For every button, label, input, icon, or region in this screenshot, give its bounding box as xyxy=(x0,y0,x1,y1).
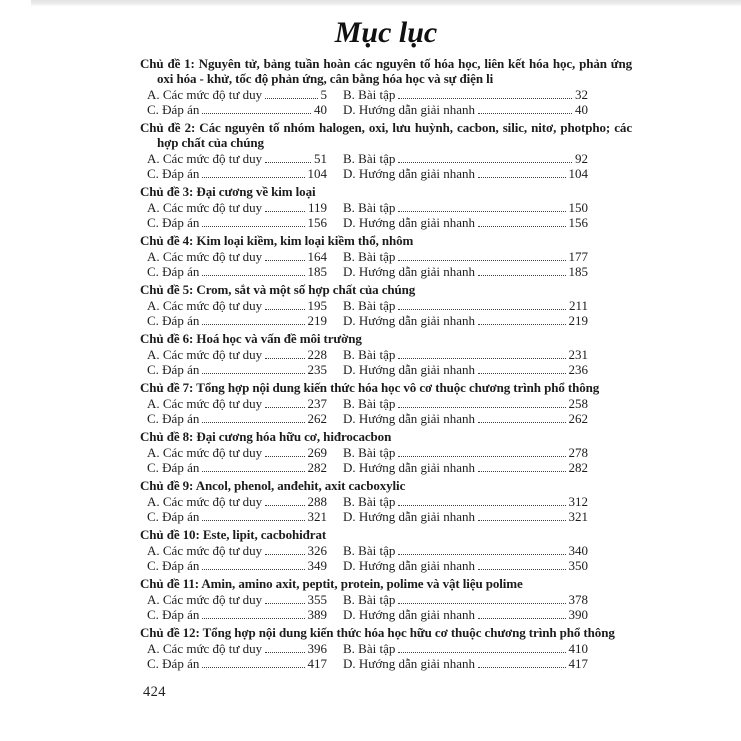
dot-leader xyxy=(398,358,565,359)
dot-leader xyxy=(202,667,304,668)
toc-entry-c xyxy=(147,264,327,279)
entry-row xyxy=(147,298,632,313)
dot-leader xyxy=(478,113,572,114)
entry-page-number: 195 xyxy=(307,298,327,313)
toc-entry-d xyxy=(343,264,588,279)
dot-leader xyxy=(202,422,304,423)
entry-row xyxy=(147,543,632,558)
toc-entry-b xyxy=(343,445,588,460)
dot-leader xyxy=(202,324,304,325)
dot-leader xyxy=(265,260,304,261)
dot-leader xyxy=(265,358,304,359)
toc-entry-b xyxy=(343,543,588,558)
section-entries xyxy=(147,347,632,377)
toc-entry-d xyxy=(343,411,588,426)
entry-page-number: 282 xyxy=(568,460,588,475)
entry-page-number: 40 xyxy=(575,102,588,117)
entry-page-number: 396 xyxy=(307,641,327,656)
entry-page-number: 321 xyxy=(307,509,327,524)
entry-page-number: 355 xyxy=(307,592,327,607)
entry-page-number: 150 xyxy=(568,200,588,215)
entry-label: B. Bài tập xyxy=(343,151,396,166)
entry-page-number: 219 xyxy=(307,313,327,328)
entry-label: A. Các mức độ tư duy xyxy=(147,641,263,656)
toc-entry-a xyxy=(147,494,327,509)
entry-row xyxy=(147,249,632,264)
footer-page-number: 424 xyxy=(143,684,166,700)
toc-entry-b xyxy=(343,347,588,362)
toc-entry-b xyxy=(343,396,588,411)
entry-row xyxy=(147,411,632,426)
entry-label: B. Bài tập xyxy=(343,543,396,558)
entry-label: C. Đáp án xyxy=(147,509,200,524)
entry-label: D. Hướng dẫn giải nhanh xyxy=(343,411,475,426)
toc-section xyxy=(140,576,632,622)
toc-entry-d xyxy=(343,460,588,475)
dot-leader xyxy=(398,162,572,163)
section-heading: Chủ đề 11: Amin, amino axit, peptit, protein, polime và vật liệu polime xyxy=(140,576,523,591)
toc-entry-a xyxy=(147,396,327,411)
section-entries xyxy=(147,396,632,426)
toc-entry-d xyxy=(343,313,588,328)
dot-leader xyxy=(478,226,566,227)
entry-label: A. Các mức độ tư duy xyxy=(147,396,263,411)
toc-section xyxy=(140,331,632,377)
entry-label: B. Bài tập xyxy=(343,347,396,362)
toc-entry-c xyxy=(147,166,327,181)
toc-entry-a xyxy=(147,347,327,362)
entry-page-number: 312 xyxy=(568,494,588,509)
section-entries xyxy=(147,87,632,117)
entry-row xyxy=(147,509,632,524)
dot-leader xyxy=(478,471,566,472)
dot-leader xyxy=(398,98,572,99)
dot-leader xyxy=(265,211,305,212)
toc-entry-a xyxy=(147,543,327,558)
toc-entry-c xyxy=(147,509,327,524)
toc-entry-c xyxy=(147,215,327,230)
entry-label: A. Các mức độ tư duy xyxy=(147,200,263,215)
toc-entry-c xyxy=(147,558,327,573)
entry-label: A. Các mức độ tư duy xyxy=(147,445,263,460)
toc-entry-d xyxy=(343,215,588,230)
toc-section xyxy=(140,478,632,524)
entry-row xyxy=(147,494,632,509)
section-heading: Chủ đề 4: Kim loại kiềm, kim loại kiềm thổ, nhôm xyxy=(140,233,414,248)
entry-page-number: 32 xyxy=(575,87,588,102)
entry-label: B. Bài tập xyxy=(343,641,396,656)
entry-page-number: 262 xyxy=(568,411,588,426)
toc-entry-a xyxy=(147,445,327,460)
entry-label: C. Đáp án xyxy=(147,656,200,671)
toc-entry-d xyxy=(343,656,588,671)
entry-page-number: 164 xyxy=(307,249,327,264)
entry-row xyxy=(147,460,632,475)
entry-label: C. Đáp án xyxy=(147,411,200,426)
entry-label: D. Hướng dẫn giải nhanh xyxy=(343,607,475,622)
entry-label: A. Các mức độ tư duy xyxy=(147,494,263,509)
dot-leader xyxy=(202,113,311,114)
section-entries xyxy=(147,249,632,279)
dot-leader xyxy=(202,618,304,619)
dot-leader xyxy=(398,260,565,261)
entry-page-number: 104 xyxy=(307,166,327,181)
dot-leader xyxy=(398,554,565,555)
entry-page-number: 389 xyxy=(307,607,327,622)
section-entries xyxy=(147,494,632,524)
dot-leader xyxy=(202,275,304,276)
entry-label: C. Đáp án xyxy=(147,558,200,573)
entry-page-number: 321 xyxy=(568,509,588,524)
entry-label: D. Hướng dẫn giải nhanh xyxy=(343,362,475,377)
entry-label: C. Đáp án xyxy=(147,264,200,279)
entry-page-number: 211 xyxy=(568,298,588,313)
entry-page-number: 340 xyxy=(568,543,588,558)
entry-page-number: 119 xyxy=(307,200,327,215)
entry-label: D. Hướng dẫn giải nhanh xyxy=(343,264,475,279)
dot-leader xyxy=(265,407,304,408)
toc-entry-a xyxy=(147,151,327,166)
entry-row xyxy=(147,641,632,656)
entry-page-number: 185 xyxy=(568,264,588,279)
entry-label: D. Hướng dẫn giải nhanh xyxy=(343,558,475,573)
toc-entry-b xyxy=(343,494,588,509)
toc-entry-c xyxy=(147,362,327,377)
dot-leader xyxy=(398,211,565,212)
toc-entry-c xyxy=(147,656,327,671)
toc-section xyxy=(140,429,632,475)
entry-page-number: 236 xyxy=(568,362,588,377)
entry-page-number: 350 xyxy=(568,558,588,573)
entry-page-number: 349 xyxy=(307,558,327,573)
entry-label: B. Bài tập xyxy=(343,445,396,460)
dot-leader xyxy=(265,603,304,604)
entry-page-number: 92 xyxy=(575,151,588,166)
dot-leader xyxy=(265,162,311,163)
section-heading: Chủ đề 6: Hoá học và vấn đề môi trường xyxy=(140,331,362,346)
entry-row xyxy=(147,87,632,102)
toc-entry-b xyxy=(343,200,588,215)
entry-row xyxy=(147,102,632,117)
entry-row xyxy=(147,656,632,671)
entry-page-number: 282 xyxy=(307,460,327,475)
toc-entry-a xyxy=(147,249,327,264)
toc-entry-b xyxy=(343,592,588,607)
dot-leader xyxy=(478,520,566,521)
toc-sections xyxy=(140,56,632,671)
section-entries xyxy=(147,445,632,475)
entry-label: D. Hướng dẫn giải nhanh xyxy=(343,313,475,328)
entry-row xyxy=(147,362,632,377)
entry-page-number: 262 xyxy=(307,411,327,426)
section-heading: Chủ đề 7: Tổng hợp nội dung kiến thức hóa học vô cơ thuộc chương trình phổ thông xyxy=(140,380,600,395)
page-title: Mục lục xyxy=(334,16,438,49)
dot-leader xyxy=(478,177,566,178)
toc-section xyxy=(140,282,632,328)
entry-label: D. Hướng dẫn giải nhanh xyxy=(343,460,475,475)
dot-leader xyxy=(202,520,304,521)
entry-row xyxy=(147,347,632,362)
entry-label: A. Các mức độ tư duy xyxy=(147,249,263,264)
entry-label: D. Hướng dẫn giải nhanh xyxy=(343,656,475,671)
entry-label: D. Hướng dẫn giải nhanh xyxy=(343,509,475,524)
entry-label: B. Bài tập xyxy=(343,592,396,607)
entry-label: B. Bài tập xyxy=(343,200,396,215)
toc-entry-a xyxy=(147,200,327,215)
section-heading: Chủ đề 2: Các nguyên tố nhóm halogen, oxi, lưu huỳnh, cacbon, silic, nitơ, photpho; các hợp chất của chúng xyxy=(140,120,632,150)
section-heading: Chủ đề 3: Đại cương về kim loại xyxy=(140,184,316,199)
toc-entry-b xyxy=(343,298,588,313)
entry-label: D. Hướng dẫn giải nhanh xyxy=(343,215,475,230)
entry-label: D. Hướng dẫn giải nhanh xyxy=(343,102,475,117)
toc-section xyxy=(140,527,632,573)
section-entries xyxy=(147,298,632,328)
dot-leader xyxy=(398,309,566,310)
dot-leader xyxy=(202,226,304,227)
entry-page-number: 326 xyxy=(307,543,327,558)
entry-label: C. Đáp án xyxy=(147,607,200,622)
entry-page-number: 410 xyxy=(568,641,588,656)
toc-entry-d xyxy=(343,102,588,117)
section-heading: Chủ đề 9: Ancol, phenol, anđehit, axit cacboxylic xyxy=(140,478,406,493)
dot-leader xyxy=(398,456,565,457)
entry-row xyxy=(147,313,632,328)
toc-section xyxy=(140,625,632,671)
entry-label: A. Các mức độ tư duy xyxy=(147,543,263,558)
dot-leader xyxy=(398,652,565,653)
entry-label: C. Đáp án xyxy=(147,313,200,328)
entry-row xyxy=(147,200,632,215)
entry-row xyxy=(147,558,632,573)
dot-leader xyxy=(202,569,304,570)
page-edge-shadow xyxy=(31,0,741,6)
entry-page-number: 288 xyxy=(307,494,327,509)
toc-entry-d xyxy=(343,362,588,377)
dot-leader xyxy=(265,309,304,310)
entry-page-number: 104 xyxy=(568,166,588,181)
dot-leader xyxy=(478,324,566,325)
entry-label: A. Các mức độ tư duy xyxy=(147,592,263,607)
dot-leader xyxy=(265,505,304,506)
entry-row xyxy=(147,607,632,622)
entry-label: C. Đáp án xyxy=(147,460,200,475)
entry-page-number: 51 xyxy=(314,151,327,166)
entry-page-number: 269 xyxy=(307,445,327,460)
toc-entry-c xyxy=(147,411,327,426)
toc-entry-a xyxy=(147,87,327,102)
entry-page-number: 177 xyxy=(568,249,588,264)
toc-entry-b xyxy=(343,151,588,166)
dot-leader xyxy=(478,275,566,276)
entry-page-number: 390 xyxy=(568,607,588,622)
dot-leader xyxy=(398,603,565,604)
entry-row xyxy=(147,396,632,411)
toc-entry-b xyxy=(343,249,588,264)
toc-entry-a xyxy=(147,592,327,607)
entry-page-number: 417 xyxy=(307,656,327,671)
dot-leader xyxy=(265,98,317,99)
toc-entry-a xyxy=(147,641,327,656)
toc-entry-b xyxy=(343,641,588,656)
entry-label: B. Bài tập xyxy=(343,298,396,313)
entry-page-number: 258 xyxy=(568,396,588,411)
toc-section xyxy=(140,120,632,181)
section-heading: Chủ đề 1: Nguyên tử, bảng tuần hoàn các nguyên tố hóa học, liên kết hóa học, phản ứng oxi hóa - khử, tốc độ phản ứng, cân bằng hóa học và sự điện li xyxy=(140,56,632,86)
toc-section xyxy=(140,233,632,279)
entry-page-number: 219 xyxy=(568,313,588,328)
entry-row xyxy=(147,166,632,181)
entry-page-number: 156 xyxy=(307,215,327,230)
entry-page-number: 156 xyxy=(568,215,588,230)
dot-leader xyxy=(478,618,566,619)
toc-entry-d xyxy=(343,607,588,622)
toc-section xyxy=(140,380,632,426)
entry-label: A. Các mức độ tư duy xyxy=(147,298,263,313)
entry-row xyxy=(147,264,632,279)
section-entries xyxy=(147,543,632,573)
dot-leader xyxy=(202,471,304,472)
entry-row xyxy=(147,215,632,230)
entry-page-number: 40 xyxy=(314,102,327,117)
entry-label: A. Các mức độ tư duy xyxy=(147,151,263,166)
section-heading: Chủ đề 10: Este, lipit, cacbohiđrat xyxy=(140,527,327,542)
dot-leader xyxy=(478,373,566,374)
section-entries xyxy=(147,641,632,671)
toc-entry-c xyxy=(147,607,327,622)
entry-row xyxy=(147,445,632,460)
entry-page-number: 228 xyxy=(307,347,327,362)
dot-leader xyxy=(202,373,304,374)
section-entries xyxy=(147,151,632,181)
toc-section xyxy=(140,184,632,230)
toc-entry-d xyxy=(343,558,588,573)
toc-entry-c xyxy=(147,460,327,475)
entry-label: A. Các mức độ tư duy xyxy=(147,87,263,102)
toc-content xyxy=(140,16,632,701)
dot-leader xyxy=(265,554,304,555)
entry-page-number: 378 xyxy=(568,592,588,607)
section-entries xyxy=(147,200,632,230)
section-heading: Chủ đề 5: Crom, sắt và một số hợp chất của chúng xyxy=(140,282,416,297)
entry-label: C. Đáp án xyxy=(147,215,200,230)
dot-leader xyxy=(265,652,304,653)
entry-page-number: 5 xyxy=(320,87,327,102)
entry-label: C. Đáp án xyxy=(147,362,200,377)
section-entries xyxy=(147,592,632,622)
dot-leader xyxy=(202,177,304,178)
toc-entry-b xyxy=(343,87,588,102)
toc-entry-d xyxy=(343,509,588,524)
entry-row xyxy=(147,151,632,166)
entry-page-number: 185 xyxy=(307,264,327,279)
toc-entry-c xyxy=(147,313,327,328)
dot-leader xyxy=(398,407,565,408)
dot-leader xyxy=(478,569,566,570)
section-heading: Chủ đề 8: Đại cương hóa hữu cơ, hiđrocacbon xyxy=(140,429,392,444)
toc-entry-c xyxy=(147,102,327,117)
entry-label: D. Hướng dẫn giải nhanh xyxy=(343,166,475,181)
toc-entry-a xyxy=(147,298,327,313)
entry-label: B. Bài tập xyxy=(343,494,396,509)
dot-leader xyxy=(478,667,566,668)
entry-row xyxy=(147,592,632,607)
toc-entry-d xyxy=(343,166,588,181)
entry-label: B. Bài tập xyxy=(343,249,396,264)
dot-leader xyxy=(398,505,565,506)
entry-page-number: 278 xyxy=(568,445,588,460)
dot-leader xyxy=(478,422,566,423)
toc-section xyxy=(140,56,632,117)
entry-label: A. Các mức độ tư duy xyxy=(147,347,263,362)
dot-leader xyxy=(265,456,304,457)
section-heading: Chủ đề 12: Tổng hợp nội dung kiến thức hóa học hữu cơ thuộc chương trình phổ thông xyxy=(140,625,615,640)
entry-page-number: 231 xyxy=(568,347,588,362)
entry-label: B. Bài tập xyxy=(343,87,396,102)
entry-page-number: 235 xyxy=(307,362,327,377)
entry-label: C. Đáp án xyxy=(147,166,200,181)
entry-label: B. Bài tập xyxy=(343,396,396,411)
entry-page-number: 417 xyxy=(568,656,588,671)
entry-label: C. Đáp án xyxy=(147,102,200,117)
entry-page-number: 237 xyxy=(307,396,327,411)
